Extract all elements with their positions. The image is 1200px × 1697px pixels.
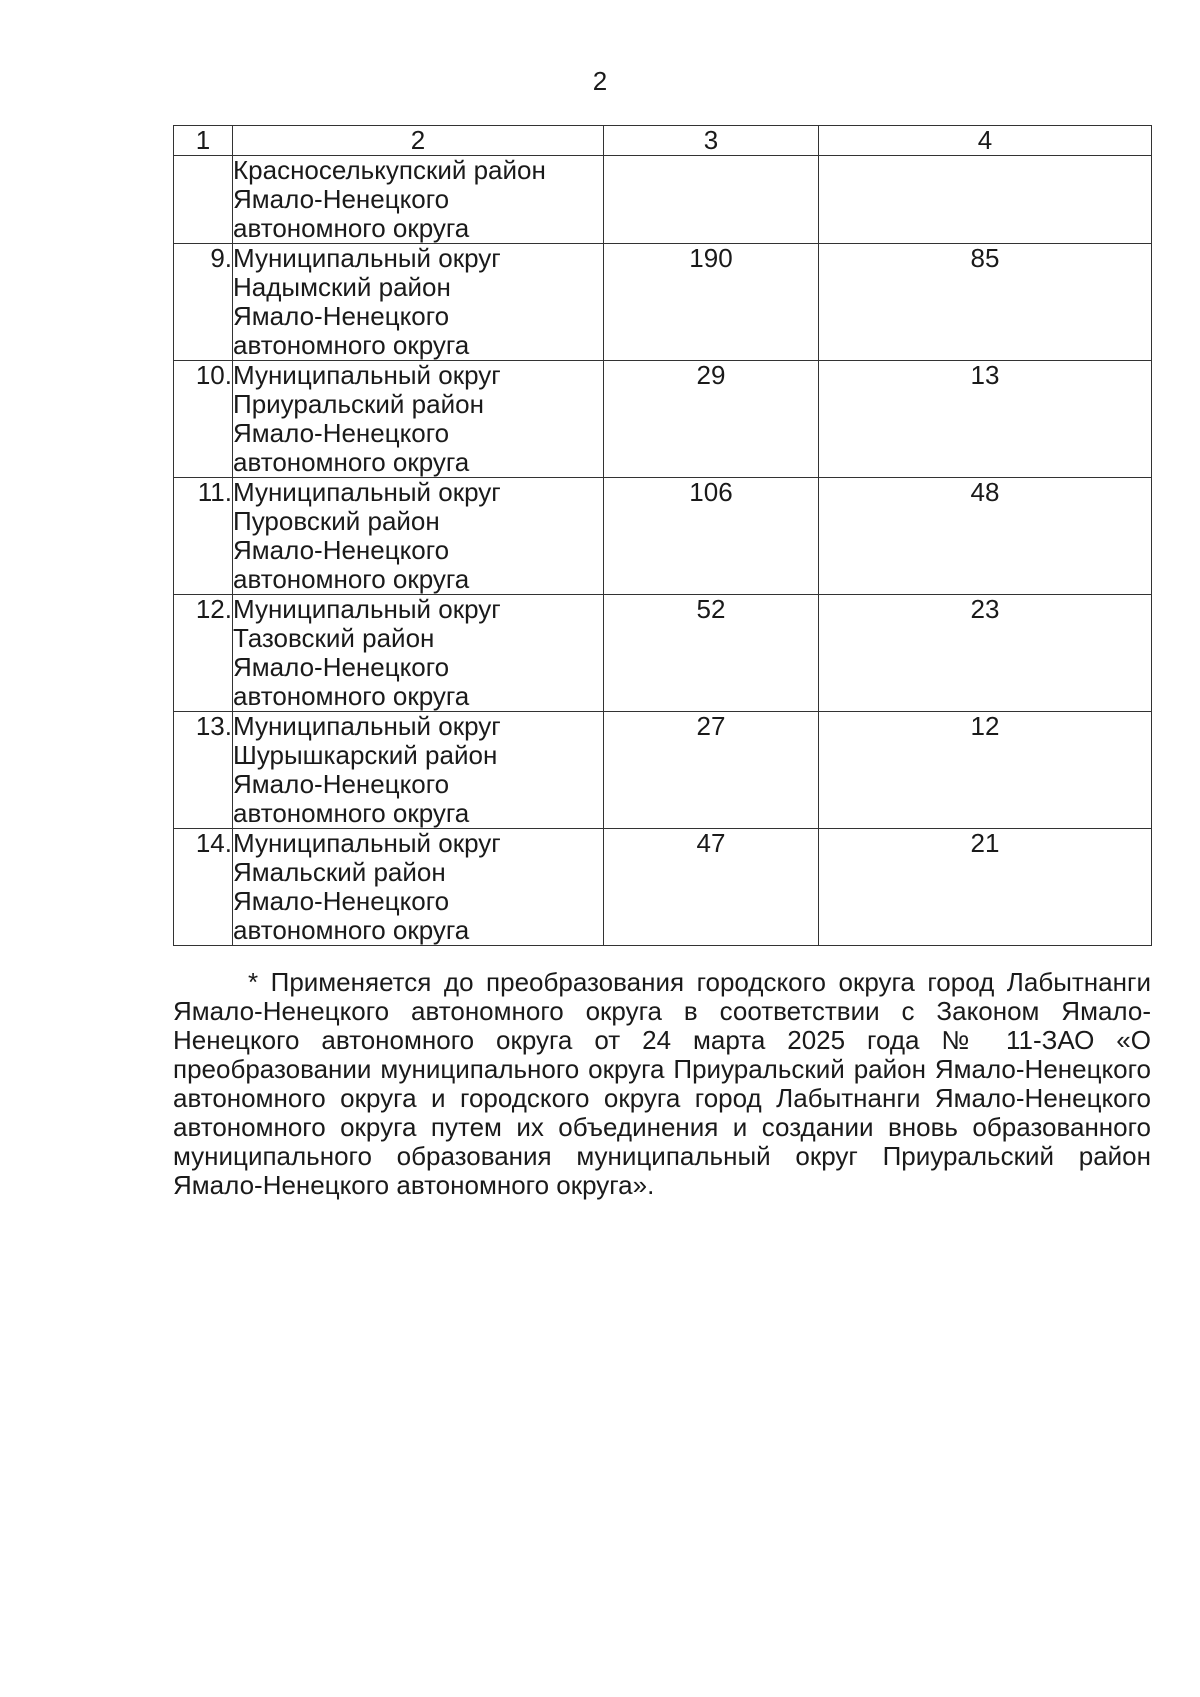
municipality-name-cell (233, 712, 604, 829)
municipality-name-line: Ямало-Ненецкого (233, 769, 450, 799)
municipality-name-line: автономного округа (233, 915, 470, 945)
municipality-name-cell (233, 244, 604, 361)
column-4-value-cell: 23 (819, 595, 1152, 712)
municipality-name-line: Надымский район (233, 272, 451, 302)
column-4-value-cell: 12 (819, 712, 1152, 829)
column-4-value-cell: 48 (819, 478, 1152, 595)
municipality-name-line: Красноселькупский район (233, 155, 546, 185)
row-number-cell: 11. (174, 478, 233, 595)
municipality-name-cell (233, 829, 604, 946)
row-number-cell: 12. (174, 595, 233, 712)
table-body (174, 156, 1152, 946)
column-4-value-cell: 13 (819, 361, 1152, 478)
municipality-name-cell (233, 478, 604, 595)
table-row (174, 829, 1152, 946)
municipality-name-line: Ямало-Ненецкого (233, 418, 450, 448)
municipality-name-line: Пуровский район (233, 506, 440, 536)
municipality-name-line: Ямало-Ненецкого (233, 652, 450, 682)
header-cell: 4 (819, 126, 1152, 156)
row-number-cell: 13. (174, 712, 233, 829)
municipality-name-line: Муниципальный округ (233, 711, 501, 741)
municipality-name-line: Ямало-Ненецкого (233, 184, 450, 214)
row-number-cell: 9. (174, 244, 233, 361)
municipality-name-line: Тазовский район (233, 623, 435, 653)
municipality-name-line: Ямало-Ненецкого (233, 535, 450, 565)
column-4-value-cell: 21 (819, 829, 1152, 946)
municipality-name-line: Ямальский район (233, 857, 446, 887)
municipality-name-line: Ямало-Ненецкого (233, 301, 450, 331)
row-number-cell: 10. (174, 361, 233, 478)
row-number-cell (174, 156, 233, 244)
municipality-name-line: Приуральский район (233, 389, 484, 419)
municipality-name-line: автономного округа (233, 213, 470, 243)
municipality-name-line: автономного округа (233, 330, 470, 360)
header-cell: 3 (604, 126, 819, 156)
table-row (174, 712, 1152, 829)
municipality-name-line: автономного округа (233, 681, 470, 711)
municipality-name-line: Муниципальный округ (233, 594, 501, 624)
header-cell: 1 (174, 126, 233, 156)
column-3-value-cell: 27 (604, 712, 819, 829)
column-3-value-cell: 106 (604, 478, 819, 595)
column-3-value-cell: 52 (604, 595, 819, 712)
table-row (174, 478, 1152, 595)
table-row (174, 244, 1152, 361)
table-row (174, 595, 1152, 712)
table-row (174, 361, 1152, 478)
municipality-name-line: Муниципальный округ (233, 477, 501, 507)
municipality-name-cell (233, 595, 604, 712)
municipality-name-line: Муниципальный округ (233, 828, 501, 858)
column-4-value-cell (819, 156, 1152, 244)
page-number: 2 (592, 66, 608, 96)
municipality-name-line: Ямало-Ненецкого (233, 886, 450, 916)
table-header-row (174, 126, 1152, 156)
header-cell: 2 (233, 126, 604, 156)
column-3-value-cell (604, 156, 819, 244)
municipality-name-line: Муниципальный округ (233, 360, 501, 390)
column-3-value-cell: 190 (604, 244, 819, 361)
table-row (174, 156, 1152, 244)
column-3-value-cell: 47 (604, 829, 819, 946)
row-number-cell: 14. (174, 829, 233, 946)
data-table (173, 125, 1152, 946)
column-3-value-cell: 29 (604, 361, 819, 478)
column-4-value-cell: 85 (819, 244, 1152, 361)
municipality-name-line: автономного округа (233, 564, 470, 594)
municipality-name-cell (233, 156, 604, 244)
municipality-name-line: Муниципальный округ (233, 243, 501, 273)
municipality-name-line: Шурышкарский район (233, 740, 498, 770)
municipality-name-line: автономного округа (233, 447, 470, 477)
municipality-name-cell (233, 361, 604, 478)
municipality-name-line: автономного округа (233, 798, 470, 828)
footnote: * Применяется до преобразования городского округа город Лабытнанги Ямало-Ненецкого автономного округа в соответствии с Законом Ямало-Ненецкого автономного округа от 24 марта 2025 года № 11-ЗАО «О преобразовании муниципального округа Приуральский район Ямало-Ненецкого автономного округа и городского округа город Лабытнанги Ямало-Ненецкого автономного округа путем их объединения и создании вновь образованного муниципального образования муниципальный округ Приуральский район Ямало-Ненецкого автономного округа». (173, 967, 1151, 1200)
